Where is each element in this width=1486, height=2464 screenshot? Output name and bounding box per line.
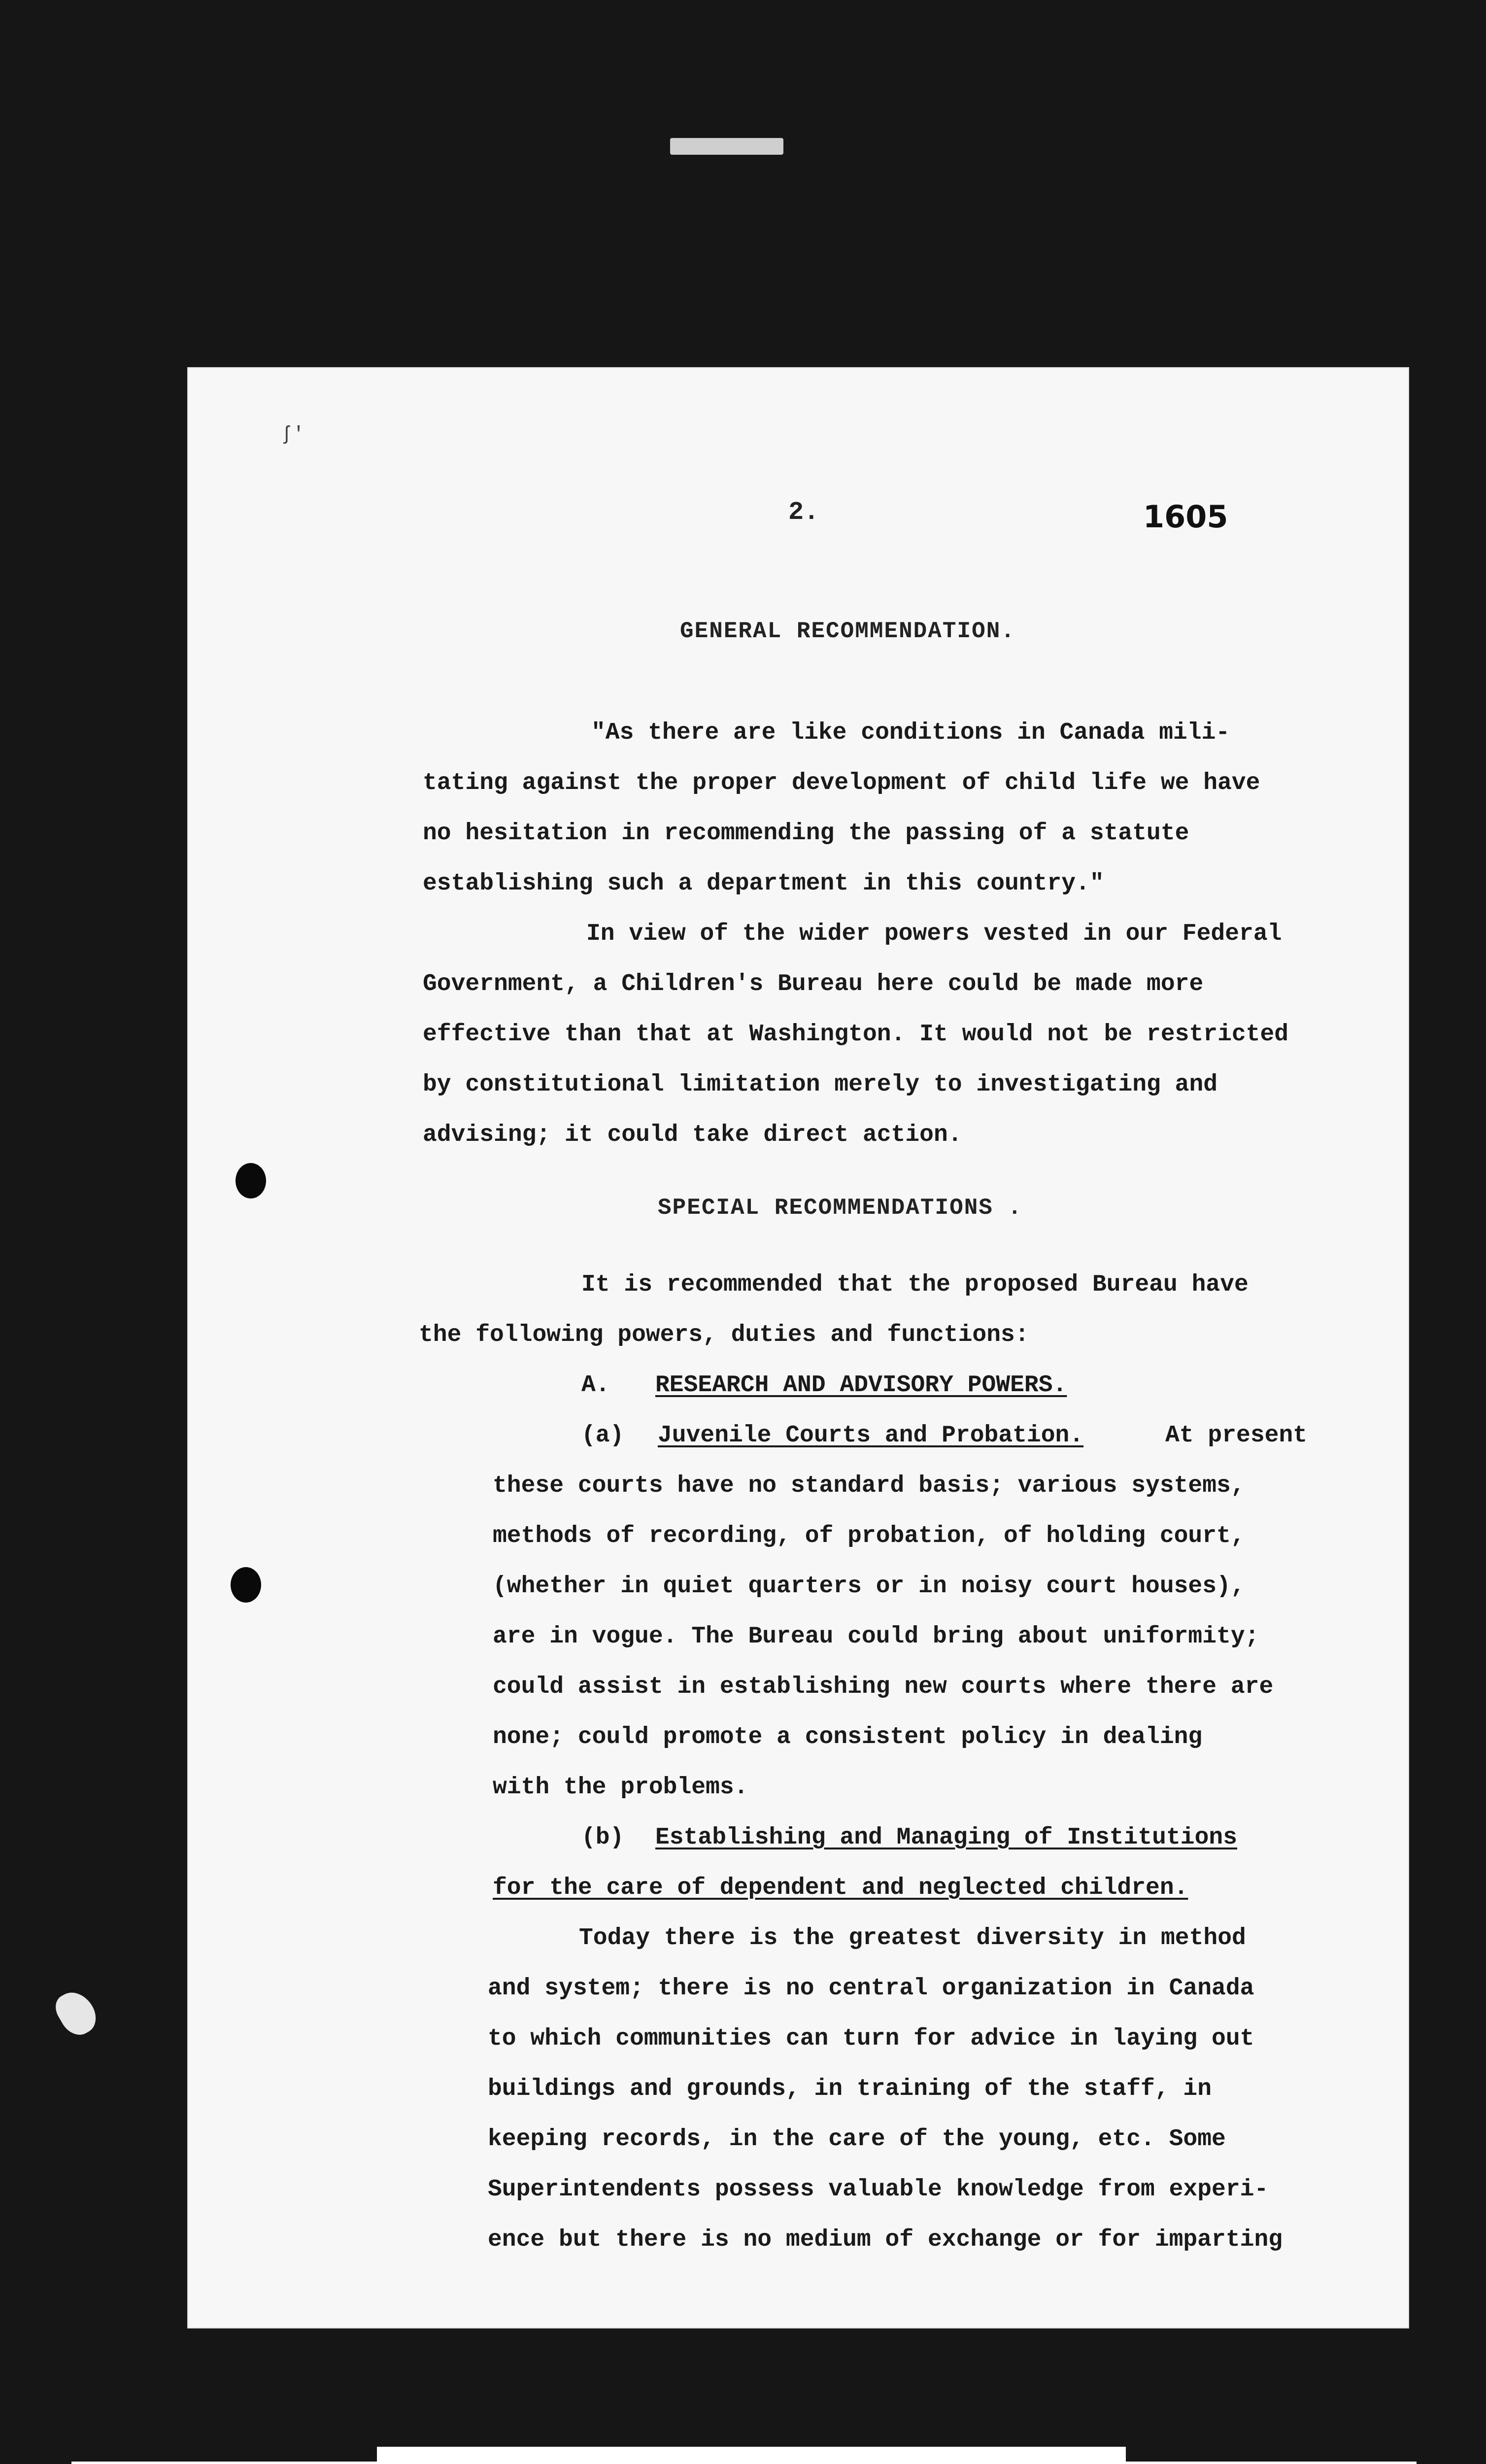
general-heading: GENERAL RECOMMENDATION.	[680, 618, 1015, 644]
recommend-line: the following powers, duties and functions:	[419, 1322, 1029, 1348]
item-a-label: (a)	[581, 1422, 624, 1449]
item-b-title-line2: for the care of dependent and neglected children.	[493, 1875, 1188, 1901]
paper-clip	[670, 138, 783, 155]
quote-line: tating against the proper development of child life we have	[423, 770, 1260, 796]
section-a-label: A.	[581, 1372, 610, 1399]
item-b-line: keeping records, in the care of the young, etc. Some	[488, 2126, 1226, 2153]
document-id: 1605	[1143, 499, 1228, 535]
item-b-line: Superintendents possess valuable knowledge from experi-	[488, 2176, 1269, 2203]
corner-mark: ʃ'	[281, 424, 305, 446]
section-a-title: RESEARCH AND ADVISORY POWERS.	[655, 1372, 1067, 1399]
item-a-first-rest: At present	[1165, 1422, 1308, 1449]
view-line: advising; it could take direct action.	[423, 1122, 962, 1148]
special-heading: SPECIAL RECOMMENDATIONS .	[658, 1195, 1023, 1221]
quote-line: establishing such a department in this country."	[423, 870, 1104, 897]
item-b-line: to which communities can turn for advice in laying out	[488, 2025, 1254, 2052]
item-b-line: ence but there is no medium of exchange or for imparting	[488, 2226, 1283, 2253]
item-a-line: (whether in quiet quarters or in noisy court houses),	[493, 1573, 1245, 1600]
item-b-title-line1: Establishing and Managing of Institutions	[655, 1824, 1237, 1851]
quote-line: "As there are like conditions in Canada mili-	[591, 719, 1230, 746]
view-line: Government, a Children's Bureau here could be made more	[423, 971, 1204, 997]
view-line: by constitutional limitation merely to investigating and	[423, 1071, 1218, 1098]
item-a-line: with the problems.	[493, 1774, 748, 1801]
item-b-line: Today there is the greatest diversity in method	[579, 1925, 1246, 1951]
quote-line: no hesitation in recommending the passing of a statute	[423, 820, 1189, 847]
item-b-label: (b)	[581, 1824, 624, 1851]
item-a-line: these courts have no standard basis; various systems,	[493, 1472, 1245, 1499]
view-line: In view of the wider powers vested in our Federal	[586, 921, 1282, 947]
binder-hole	[231, 1567, 261, 1603]
item-a-title: Juvenile Courts and Probation.	[658, 1422, 1084, 1449]
recommend-line: It is recommended that the proposed Bureau have	[581, 1271, 1249, 1298]
item-b-line: buildings and grounds, in training of the staff, in	[488, 2076, 1212, 2102]
item-b-line: and system; there is no central organization in Canada	[488, 1975, 1254, 2002]
page-number: 2.	[788, 498, 819, 527]
archive-card-tab	[377, 2447, 1126, 2464]
item-a-line: methods of recording, of probation, of holding court,	[493, 1523, 1245, 1549]
item-a-line: could assist in establishing new courts where there are	[493, 1674, 1274, 1700]
view-line: effective than that at Washington. It would not be restricted	[423, 1021, 1289, 1048]
binder-hole	[236, 1163, 266, 1198]
item-a-line: are in vogue. The Bureau could bring about uniformity;	[493, 1623, 1259, 1650]
item-a-line: none; could promote a consistent policy in dealing	[493, 1724, 1203, 1750]
